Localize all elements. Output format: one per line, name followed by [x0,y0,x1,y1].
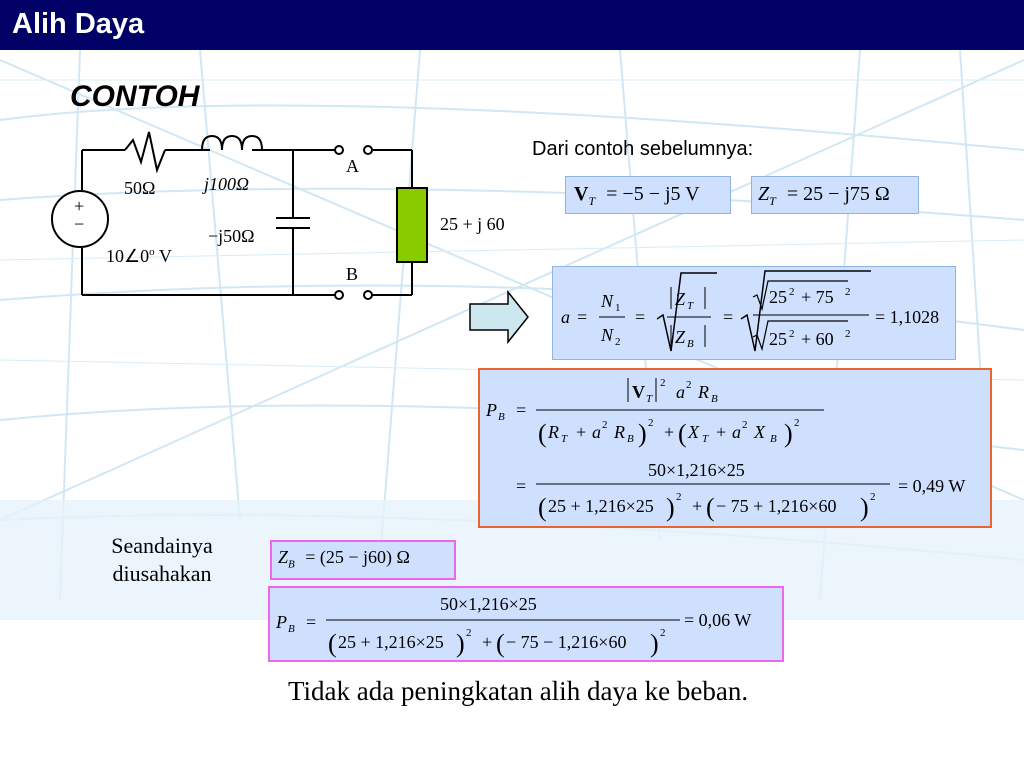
svg-text:2: 2 [845,328,851,340]
svg-text:+: + [482,632,493,652]
svg-text:2: 2 [845,286,851,298]
svg-text:+: + [692,496,703,516]
source-value-label [106,246,172,267]
svg-text:− 75 + 1,216×60: − 75 + 1,216×60 [716,496,837,516]
vt-value: = −5 − j5 V [606,183,700,205]
svg-text:2: 2 [660,377,666,389]
zb-box [270,540,456,580]
conclusion-text: Tidak ada peningkatan alih daya ke beban. [288,676,749,706]
svg-text:+ 60: + 60 [801,329,834,349]
vt-symbol: V [574,183,589,205]
svg-text:): ) [784,419,793,448]
svg-text:P: P [276,612,287,632]
svg-text:R: R [614,422,625,442]
svg-text:2: 2 [676,491,682,503]
svg-text:=: = [577,307,588,327]
section-heading: CONTOH [70,80,200,113]
zt-value: = 25 − j75 Ω [786,183,890,205]
svg-text:1: 1 [615,302,621,314]
svg-text:50×1,216×25: 50×1,216×25 [648,460,745,480]
terminal-a-label: A [346,156,359,176]
svg-text:V: V [632,382,645,402]
svg-text:T: T [561,433,568,445]
svg-text:2: 2 [794,417,800,429]
svg-text:a: a [676,382,685,402]
svg-text:2: 2 [466,627,472,639]
svg-text:): ) [456,629,465,658]
svg-text:R: R [548,422,559,442]
svg-text:a: a [561,307,570,327]
svg-text:Z: Z [675,289,686,309]
svg-text:2: 2 [686,379,692,391]
svg-text:+: + [664,422,675,442]
zb-symbol: Z [278,547,289,567]
pb-formula [480,370,990,526]
svg-text:(: ( [328,629,337,658]
svg-text:2: 2 [789,286,795,298]
zt-symbol: Z [758,183,770,205]
source-value: 10∠0 [106,246,150,266]
svg-text:2: 2 [648,417,654,429]
svg-text:2: 2 [870,491,876,503]
svg-text:B: B [687,338,694,350]
turns-ratio-result: = 1,1028 [875,307,940,327]
svg-text:(: ( [538,419,547,448]
turns-ratio-box [552,266,956,360]
source-degree: o [149,246,155,258]
svg-text:): ) [666,493,675,522]
inductor-label: j100Ω [204,174,250,194]
svg-text:T: T [702,433,709,445]
svg-text:=: = [516,476,527,496]
zt-subscript: T [769,194,776,208]
svg-text:25 + 1,216×25: 25 + 1,216×25 [338,632,444,652]
svg-text:X: X [688,422,699,442]
svg-text:B: B [627,433,634,445]
vt-box [565,176,731,214]
intro-text: Dari contoh sebelumnya: [532,138,754,160]
svg-text:(: ( [538,493,547,522]
svg-text:B: B [498,411,505,423]
svg-text:T: T [687,300,694,312]
svg-text:a: a [592,422,601,442]
svg-text:− 75 − 1,216×60: − 75 − 1,216×60 [506,632,627,652]
svg-text:R: R [698,382,709,402]
svg-text:B: B [288,623,295,635]
svg-text:P: P [486,400,497,420]
svg-text:N: N [601,291,614,311]
svg-text:Z: Z [675,327,686,347]
source-plus: + [74,196,85,216]
svg-text:=: = [516,400,527,420]
svg-text:(: ( [706,493,715,522]
pb-result-2: = 0,06 W [684,610,752,630]
resistor-label: 50Ω [124,178,156,198]
source-minus: − [74,214,85,234]
side-note [94,532,230,588]
zb-value: = (25 − j60) Ω [305,547,410,567]
capacitor-label: −j50Ω [208,226,255,246]
svg-text:25 + 1,216×25: 25 + 1,216×25 [548,496,654,516]
svg-text:+ 75: + 75 [801,287,834,307]
svg-text:+: + [716,422,727,442]
svg-text:): ) [638,419,647,448]
svg-text:2: 2 [660,627,666,639]
svg-text:X: X [754,422,765,442]
svg-text:25: 25 [769,287,787,307]
svg-text:T: T [646,393,653,405]
svg-text:=: = [723,307,734,327]
svg-text:a: a [732,422,741,442]
side-note-line2: diusahakan [112,561,212,586]
load-impedance-block [397,188,427,262]
svg-text:2: 2 [742,419,748,431]
svg-text:2: 2 [615,336,621,348]
svg-text:): ) [860,493,869,522]
right-arrow-icon [468,290,532,344]
svg-text:(: ( [678,419,687,448]
svg-text:=: = [635,307,646,327]
vt-subscript: T [588,194,596,208]
svg-text:B: B [770,433,777,445]
load-value-label: 25 + j 60 [440,214,505,234]
pb-formula-box [478,368,992,528]
svg-text:2: 2 [789,328,795,340]
terminal-b-label: B [346,264,359,284]
svg-text:(: ( [496,629,505,658]
svg-text:50×1,216×25: 50×1,216×25 [440,594,537,614]
svg-text:): ) [650,629,659,658]
svg-text:B: B [711,393,718,405]
zb-subscript: B [288,558,295,571]
zt-box [751,176,919,214]
source-unit: V [158,246,172,266]
svg-text:2: 2 [602,419,608,431]
side-note-line1: Seandainya [111,533,213,558]
svg-text:+: + [576,422,587,442]
svg-text:N: N [601,325,614,345]
slide-title: Alih Daya [12,8,145,40]
svg-text:25: 25 [769,329,787,349]
svg-text:=: = [306,612,317,632]
pb-new-box [268,586,784,662]
pb-result-1: = 0,49 W [898,476,966,496]
